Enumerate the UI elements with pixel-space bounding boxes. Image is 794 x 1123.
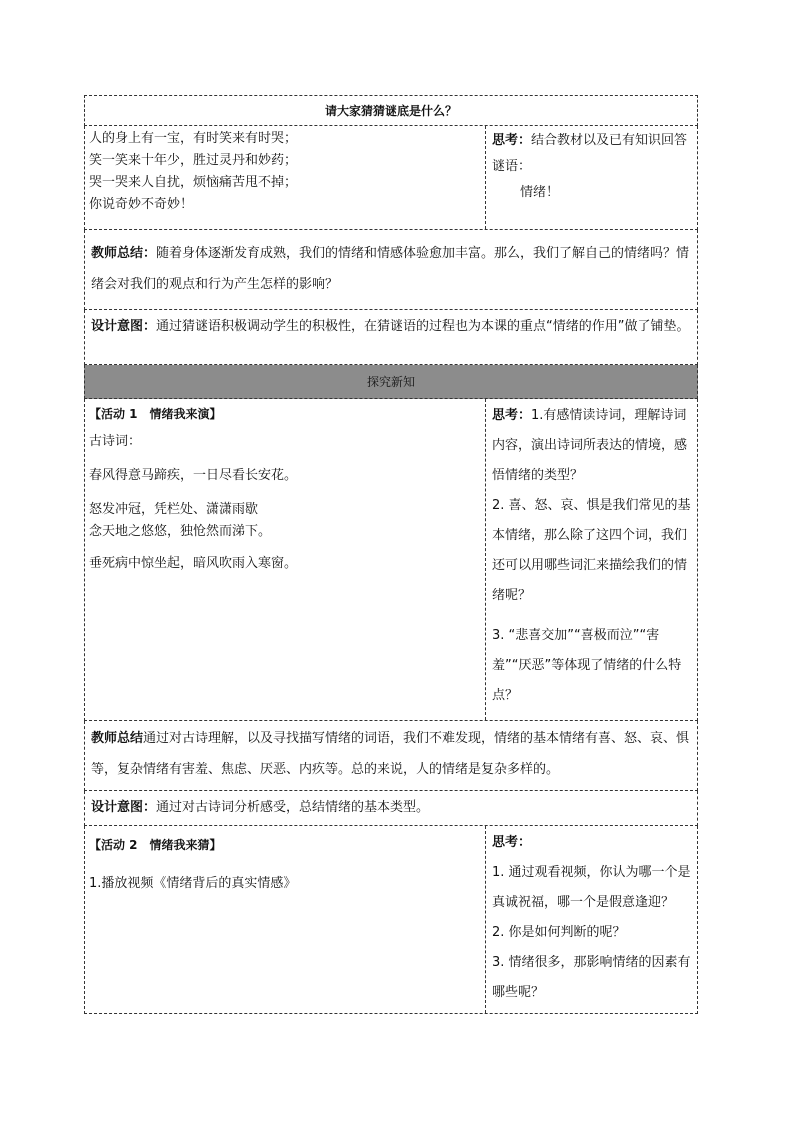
think-label: 思考：: [492, 408, 532, 423]
design-text: 通过对古诗词分析感受，总结情绪的基本类型。: [156, 800, 430, 815]
summary-label: 教师总结: [91, 731, 144, 746]
think-question: 1.有感情读诗词，理解诗词内容，演出诗词所表达的情境，感悟情绪的类型？: [492, 408, 688, 483]
lesson-table: [84, 95, 698, 1014]
think-question: 1. 通过观看视频，你认为哪一个是真诚祝福，哪一个是假意逢迎？: [492, 865, 691, 910]
activity-1-content: [85, 399, 486, 720]
activity-1-title: 【活动 1 情绪我来演】: [89, 407, 222, 421]
activity-1-think: [486, 399, 697, 720]
design-label: 设计意图：: [91, 319, 157, 334]
summary-text: 通过对古诗理解，以及寻找描写情绪的词语，我们不难发现，情绪的基本情绪有喜、怒、哀、惧等，复杂情绪有害羞、焦虑、厌恶、内疚等。总的来说，人的情绪是复杂多样的。: [91, 731, 690, 777]
riddle-row: [84, 126, 698, 230]
activity-2-row: [84, 826, 698, 1014]
think-question: 3. 情绪很多，那影响情绪的因素有哪些呢？: [492, 955, 691, 1000]
riddle-heading: 请大家猜猜谜底是什么？: [324, 104, 457, 118]
think-question: 3. “悲喜交加”“喜极而泣”“害羞”“厌恶”等体现了情绪的什么特点？: [492, 628, 682, 703]
riddle-line: 你说奇妙不奇妙！: [89, 197, 194, 212]
poem-line: 垂死病中惊坐起，暗风吹雨入寒窗。: [89, 556, 298, 571]
section-band: [84, 365, 698, 399]
riddle-answer: 情绪！: [520, 185, 560, 200]
summary-label: 教师总结：: [91, 246, 157, 261]
poem-line: 念天地之悠悠，独怆然而涕下。: [89, 524, 272, 539]
poem-line: 春风得意马蹄疾，一日尽看长安花。: [89, 468, 298, 483]
summary-text: 随着身体逐渐发育成熟，我们的情绪和情感体验愈加丰富。那么，我们了解自己的情绪吗？情绪会对我们的观点和行为产生怎样的影响？: [91, 246, 690, 292]
think-label: 思考：: [492, 133, 532, 148]
riddle-line: 哭一哭来人自扰，烦恼痛苦甩不掉；: [89, 175, 298, 190]
riddle-think: [486, 126, 697, 229]
think-question: 2. 喜、怒、哀、惧是我们常见的基本情绪，那么除了这四个词，我们还可以用哪些词汇来描绘我们的情绪呢？: [492, 498, 691, 603]
activity-1-row: [84, 399, 698, 721]
design-text: 通过猜谜语积极调动学生的积极性，在猜谜语的过程也为本课的重点“情绪的作用”做了铺垫。: [156, 319, 690, 334]
think-text: 结合教材以及已有知识回答谜语：: [492, 133, 688, 174]
design-intent-2: [84, 791, 698, 826]
riddle-text: [85, 126, 486, 229]
riddle-line: 人的身上有一宝，有时笑来有时哭；: [89, 131, 298, 146]
activity-2-think: [486, 826, 697, 1013]
poem-label: 古诗词：: [89, 434, 142, 449]
teacher-summary-2: [84, 721, 698, 791]
activity-2-item: 1.播放视频《情绪背后的真实情感》: [89, 876, 297, 891]
activity-2-title: 【活动 2 情绪我来猜】: [89, 838, 222, 852]
activity-2-content: [85, 826, 486, 1013]
riddle-line: 笑一笑来十年少，胜过灵丹和妙药；: [89, 153, 298, 168]
poem-line: 怒发冲冠，凭栏处、潇潇雨歇: [89, 502, 259, 517]
think-label: 思考：: [492, 835, 532, 850]
design-intent-1: [84, 310, 698, 365]
design-label: 设计意图：: [91, 800, 157, 815]
riddle-heading-row: [84, 95, 698, 126]
teacher-summary-1: [84, 230, 698, 310]
section-title: 探究新知: [366, 375, 415, 389]
think-question: 2. 你是如何判断的呢？: [492, 925, 626, 940]
